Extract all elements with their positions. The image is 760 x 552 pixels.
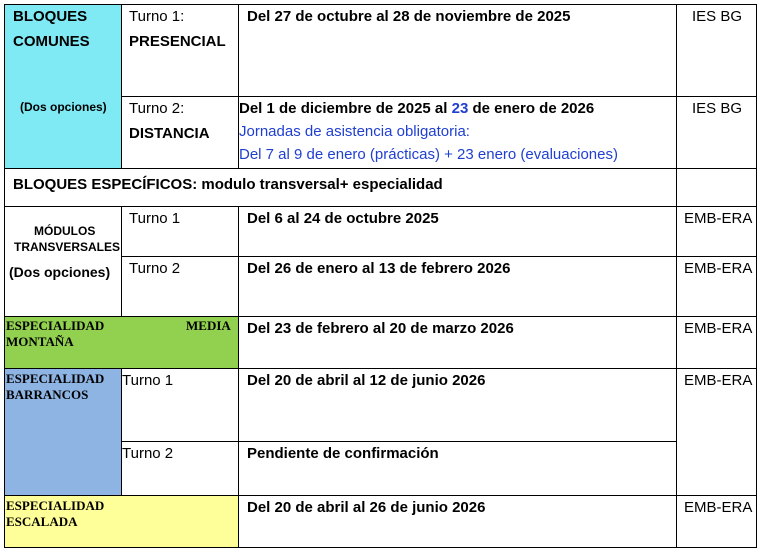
grid-line: [4, 368, 756, 369]
barrancos-turno2-dates: Pendiente de confirmación: [247, 445, 439, 462]
transversales-label-line2: TRANSVERSALES: [14, 240, 121, 254]
barrancos-turno1-dates: Del 20 de abril al 12 de junio 2026: [247, 372, 486, 389]
escalada-label-line2: ESCALADA: [6, 514, 78, 529]
barrancos-location: EMB-ERA: [684, 372, 753, 389]
media-montana-label-b: MEDIA: [186, 318, 231, 333]
grid-line: [4, 168, 756, 169]
comunes-turno2-dates-highlight: 23: [451, 100, 469, 117]
grid-line: [756, 4, 757, 548]
transversales-turno2-dates: Del 26 de enero al 13 de febrero 2026: [247, 260, 511, 277]
transversales-label-line1: MÓDULOS: [34, 224, 96, 238]
comunes-turno2-dates-post: de enero de 2026: [468, 100, 595, 117]
grid-line: [121, 4, 122, 168]
comunes-turno2-note1: Jornadas de asistencia obligatoria:: [239, 123, 470, 140]
escalada-dates: Del 20 de abril al 26 de junio 2026: [247, 499, 486, 516]
barrancos-label-line2: BARRANCOS: [6, 387, 89, 402]
media-montana-label-a: ESPECIALIDAD: [6, 318, 105, 333]
transversales-options: (Dos opciones): [9, 264, 111, 280]
grid-line: [121, 206, 122, 316]
media-montana-dates: Del 23 de febrero al 20 de marzo 2026: [247, 320, 514, 337]
transversales-turno1-dates: Del 6 al 24 de octubre 2025: [247, 210, 439, 227]
grid-line: [4, 4, 756, 5]
comunes-turno1-location: IES BG: [692, 8, 743, 25]
comunes-turno2-dates: [239, 100, 594, 118]
grid-line: [676, 4, 677, 548]
transversales-turno2-location: EMB-ERA: [684, 260, 753, 277]
transversales-turno2-name: Turno 2: [129, 260, 181, 277]
transversales-turno1-location: EMB-ERA: [684, 210, 753, 227]
grid-line: [238, 206, 239, 547]
comunes-turno2-location: IES BG: [692, 100, 743, 117]
comunes-turno2-dates-pre: Del 1 de diciembre de 2025 al: [239, 100, 452, 117]
comunes-turno2-mode: DISTANCIA: [129, 125, 210, 142]
especificos-heading: BLOQUES ESPECÍFICOS: modulo transversal+ especialidad: [13, 176, 443, 193]
comunes-options: (Dos opciones): [20, 100, 107, 114]
comunes-turno2-name: Turno 2:: [129, 100, 185, 117]
media-montana-label-c: MONTAÑA: [6, 334, 74, 349]
grid-line: [121, 441, 676, 442]
media-montana-location: EMB-ERA: [684, 320, 753, 337]
barrancos-turno1-name: Turno 1: [122, 372, 174, 389]
grid-line: [121, 256, 756, 257]
comunes-turno1-dates: Del 27 de octubre al 28 de noviembre de 2025: [247, 8, 571, 25]
comunes-label-line2: COMUNES: [13, 33, 90, 50]
barrancos-turno2-name: Turno 2: [122, 445, 174, 462]
grid-line: [4, 316, 756, 317]
comunes-turno2-note2: Del 7 al 9 de enero (prácticas) + 23 enero (evaluaciones): [239, 146, 618, 163]
grid-line: [4, 206, 756, 207]
grid-line: [4, 4, 5, 548]
comunes-label-line1: BLOQUES: [13, 8, 88, 25]
grid-line: [121, 96, 756, 97]
escalada-location: EMB-ERA: [684, 499, 753, 516]
grid-line: [4, 495, 756, 496]
grid-line: [4, 547, 756, 548]
comunes-label-cell: [4, 4, 121, 168]
barrancos-label-line1: ESPECIALIDAD: [6, 371, 105, 386]
escalada-label-line1: ESPECIALIDAD: [6, 498, 105, 513]
transversales-turno1-name: Turno 1: [129, 210, 181, 227]
comunes-turno1-mode: PRESENCIAL: [129, 33, 226, 50]
comunes-turno1-name: Turno 1:: [129, 8, 185, 25]
grid-line: [238, 4, 239, 168]
